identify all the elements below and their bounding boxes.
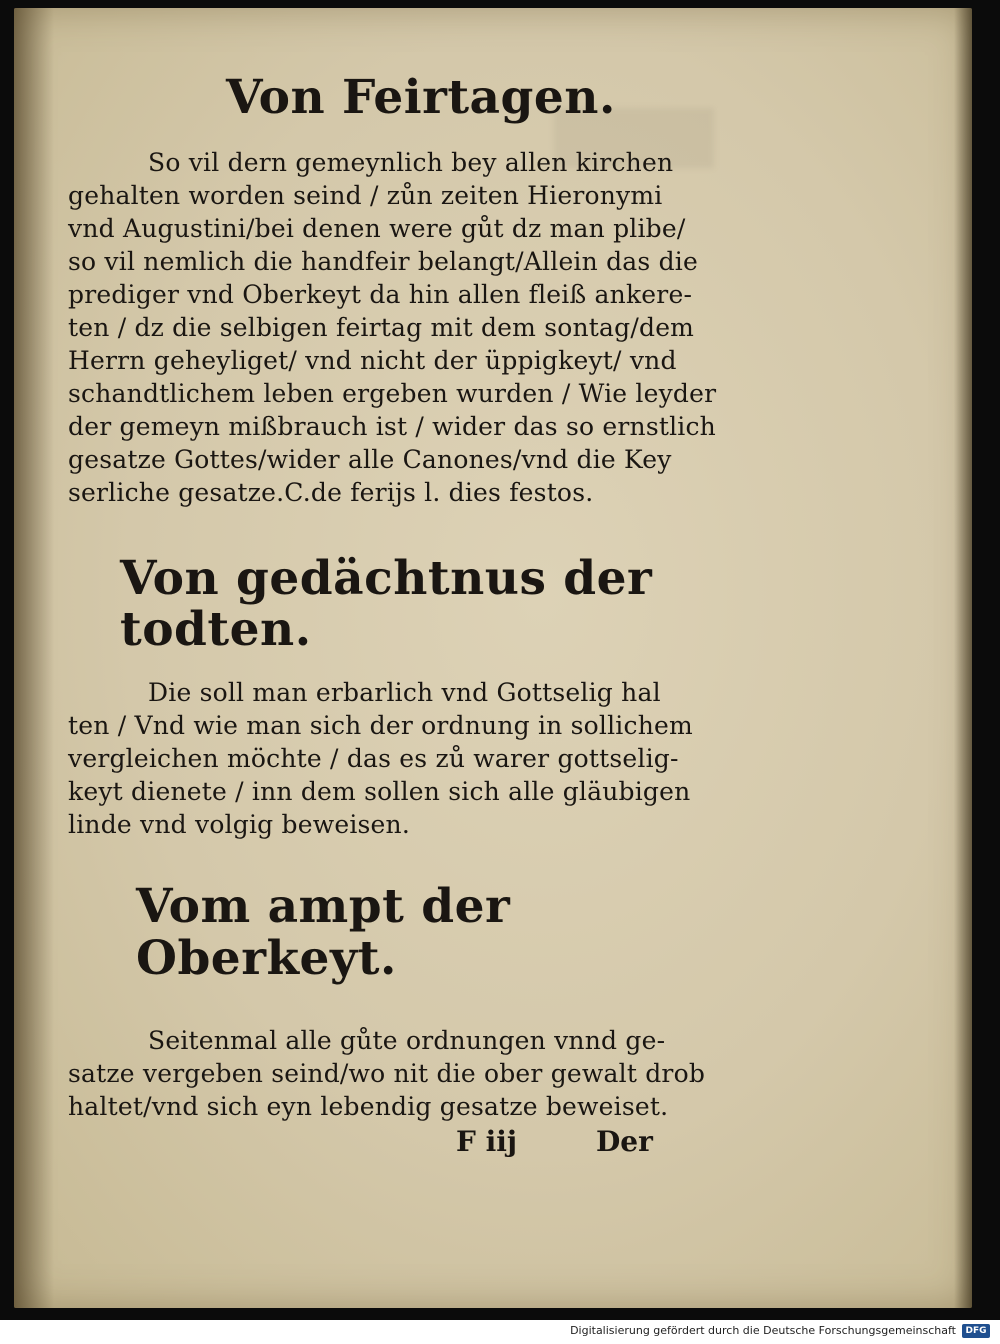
text-line: haltet/vnd sich eyn lebendig gesatze beweiset.: [68, 1092, 669, 1122]
text-line: ten / Vnd wie man sich der ordnung in sollichem: [68, 711, 693, 741]
text-line: Herrn geheyliget/ vnd nicht der üppigkeyt/ vnd: [68, 345, 677, 375]
text-line: gesatze Gottes/wider alle Canones/vnd die Key: [68, 444, 672, 474]
text-line: Seitenmal alle gůte ordnungen vnnd ge-: [148, 1026, 666, 1056]
signature-mark: F iij: [456, 1125, 518, 1159]
page-text: [68, 70, 717, 1165]
text-line: prediger vnd Oberkeyt da hin allen fleiß ankere-: [68, 279, 693, 309]
text-line: keyt dienete / inn dem sollen sich alle gläubigen: [68, 777, 691, 807]
text-line: Die soll man erbarlich vnd Gottselig hal: [148, 678, 661, 708]
text-line: der gemeyn mißbrauch ist / wider das so ernstlich: [68, 411, 716, 441]
text-line: schandtlichem leben ergeben wurden / Wie leyder: [68, 378, 717, 408]
text-line: serliche gesatze.C.de ferijs l. dies festos.: [68, 477, 594, 507]
paragraph-feirtagen: [68, 146, 717, 509]
heading-gedaechtnus: Von gedächtnus der todten.: [120, 550, 653, 658]
text-line: vnd Augustini/bei denen were gůt dz man plibe/: [68, 213, 686, 243]
signature-line: [68, 1125, 708, 1165]
dfg-logo-icon: DFG: [962, 1324, 990, 1338]
footer-bar: [0, 1320, 1000, 1344]
heading-oberkeyt: Vom ampt der Oberkeyt.: [136, 879, 511, 986]
text-line: vergleichen möchte / das es zů warer gottselig-: [68, 744, 679, 774]
catchword: Der: [596, 1125, 653, 1159]
text-line: linde vnd volgig beweisen.: [68, 810, 410, 840]
text-line: So vil dern gemeynlich bey allen kirchen: [148, 147, 674, 177]
heading-feirtagen: Von Feirtagen.: [226, 70, 616, 125]
footer-credit: Digitalisierung gefördert durch die Deutsche Forschungsgemeinschaft: [570, 1324, 956, 1337]
paragraph-oberkeyt: [68, 1024, 708, 1123]
text-line: satze vergeben seind/wo nit die ober gewalt drob: [68, 1059, 706, 1089]
page-edge-shadow: [954, 8, 972, 1308]
text-line: gehalten worden seind / zůn zeiten Hieronymi: [68, 180, 663, 210]
page-gutter-shadow: [14, 8, 54, 1308]
text-line: ten / dz die selbigen feirtag mit dem sontag/dem: [68, 312, 695, 342]
text-line: so vil nemlich die handfeir belangt/Allein das die: [68, 246, 698, 276]
paragraph-gedaechtnus: [68, 676, 708, 841]
